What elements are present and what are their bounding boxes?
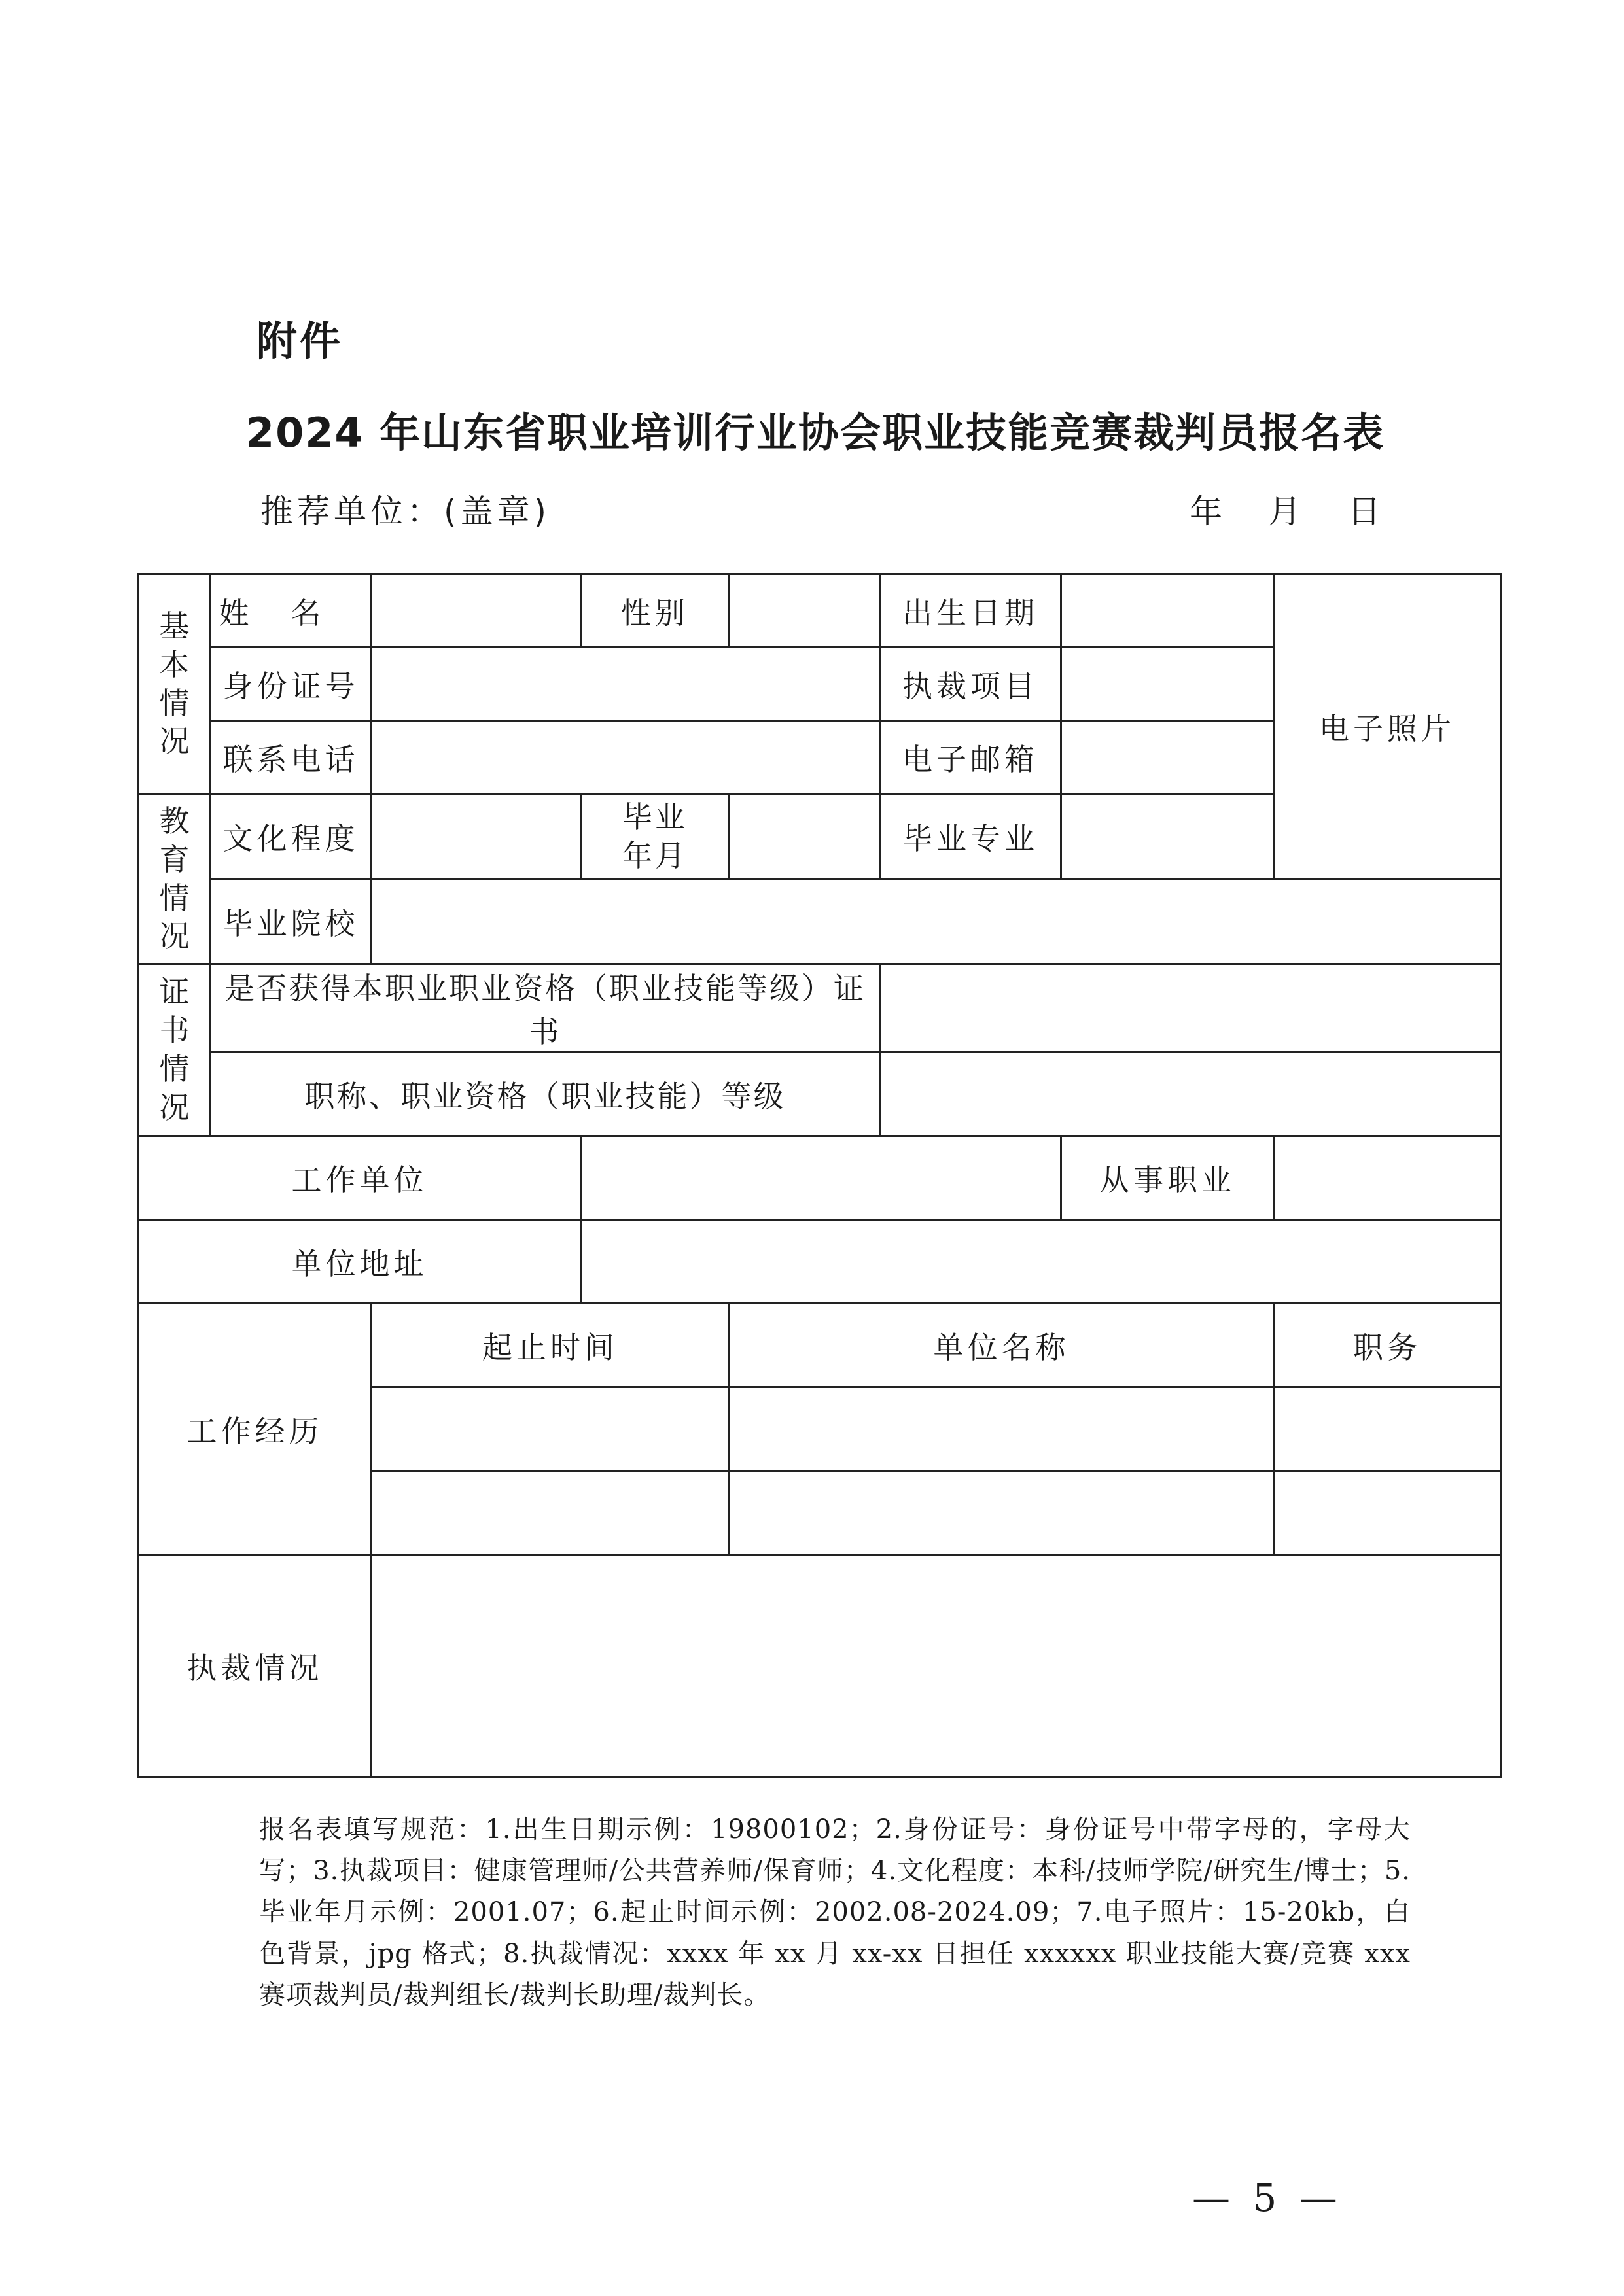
education-level-field[interactable] — [372, 794, 581, 879]
date-year-label: 年 — [1190, 493, 1222, 531]
work-history-period-cell[interactable] — [372, 1471, 730, 1555]
birth-date-field[interactable] — [1061, 574, 1274, 648]
school-field[interactable] — [372, 879, 1501, 964]
filling-instructions: 报名表填写规范：1.出生日期示例：19800102；2.身份证号：身份证号中带字母的，字母大写；3.执裁项目：健康管理师/公共营养师/保育师；4.文化程度：本科/技师学院/研究生/博士；5.毕业年月示例：2001.07；6.起止时间示例：2002.08-2024.09；7.电子照片：15-20kb，白色背景，jpg 格式；8.执裁情况：xxxx 年 xx 月 xx-xx 日担任 xxxxxx 职业技能大赛/竞赛 xxx 赛项裁判员/裁判组长/裁判长助理/裁判长。 — [259, 1815, 1411, 2010]
title-level-field[interactable] — [880, 1052, 1501, 1136]
form-title: 2024 年山东省职业培训行业协会职业技能竞赛裁判员报名表 — [246, 409, 1385, 457]
position-header: 职务 — [1274, 1304, 1501, 1387]
period-header: 起止时间 — [372, 1304, 730, 1387]
certificate-field[interactable] — [880, 964, 1501, 1052]
recommender-label: 推荐单位：(盖章) — [260, 493, 551, 531]
occupation-field[interactable] — [1274, 1136, 1501, 1220]
id-number-label: 身份证号 — [211, 648, 372, 721]
gender-field[interactable] — [730, 574, 880, 648]
name-label: 姓名 — [211, 574, 372, 648]
email-field[interactable] — [1061, 721, 1274, 794]
name-field[interactable] — [372, 574, 581, 648]
section-certificate: 证 书 情 况 — [139, 964, 211, 1136]
major-field[interactable] — [1061, 794, 1274, 879]
gender-label: 性别 — [581, 574, 730, 648]
work-history-position-cell[interactable] — [1274, 1471, 1501, 1555]
employer-address-field[interactable] — [581, 1220, 1501, 1304]
occupation-label: 从事职业 — [1061, 1136, 1274, 1220]
page-number: — 5 — — [1192, 2176, 1343, 2220]
section-education: 教 育 情 况 — [139, 794, 211, 964]
education-level-label: 文化程度 — [211, 794, 372, 879]
birth-date-label: 出生日期 — [880, 574, 1061, 648]
section-basic-info: 基 本 情 况 — [139, 574, 211, 794]
work-history-position-cell[interactable] — [1274, 1387, 1501, 1471]
graduation-date-field[interactable] — [730, 794, 880, 879]
email-label: 电子邮箱 — [880, 721, 1061, 794]
work-history-company-cell[interactable] — [730, 1387, 1274, 1471]
date-month-label: 月 — [1268, 493, 1301, 531]
referee-experience-label: 执裁情况 — [139, 1555, 372, 1777]
photo-box[interactable]: 电子照片 — [1274, 574, 1501, 879]
phone-label: 联系电话 — [211, 721, 372, 794]
registration-form-table — [137, 573, 1502, 1778]
employer-field[interactable] — [581, 1136, 1061, 1220]
work-history-label: 工作经历 — [139, 1304, 372, 1555]
attachment-label: 附件 — [256, 317, 344, 365]
major-label: 毕业专业 — [880, 794, 1061, 879]
referee-experience-field[interactable] — [372, 1555, 1501, 1777]
certificate-question-label: 是否获得本职业职业资格（职业技能等级）证书 — [211, 964, 880, 1052]
graduation-date-label: 毕业 年月 — [581, 794, 730, 879]
employer-address-label: 单位地址 — [139, 1220, 581, 1304]
referee-project-label: 执裁项目 — [880, 648, 1061, 721]
date-day-label: 日 — [1348, 493, 1381, 531]
id-number-field[interactable] — [372, 648, 880, 721]
work-history-period-cell[interactable] — [372, 1387, 730, 1471]
school-label: 毕业院校 — [211, 879, 372, 964]
work-history-company-cell[interactable] — [730, 1471, 1274, 1555]
company-name-header: 单位名称 — [730, 1304, 1274, 1387]
referee-project-field[interactable] — [1061, 648, 1274, 721]
employer-label: 工作单位 — [139, 1136, 581, 1220]
phone-field[interactable] — [372, 721, 880, 794]
title-level-label: 职称、职业资格（职业技能）等级 — [211, 1052, 880, 1136]
